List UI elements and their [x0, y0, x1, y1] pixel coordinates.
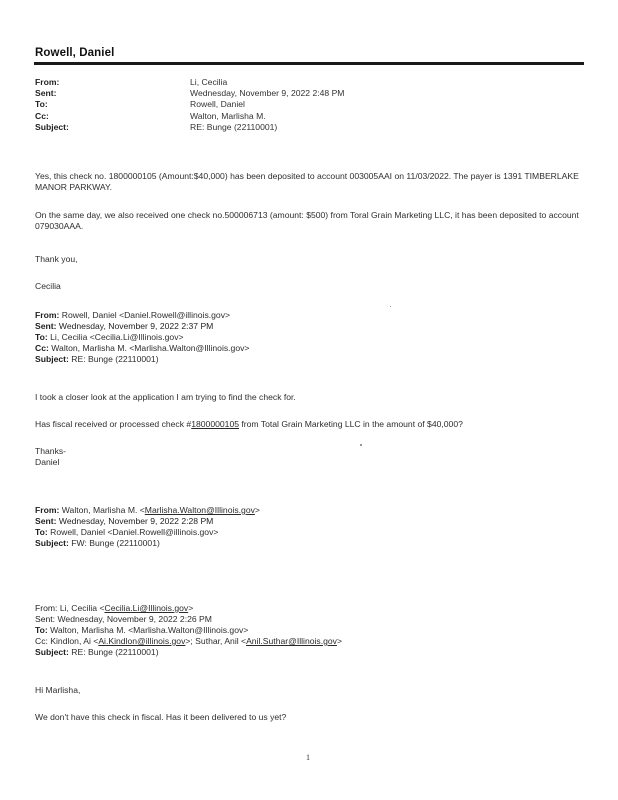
quoted-from: Rowell, Daniel <Daniel.Rowell@illinois.gov>	[61, 310, 231, 320]
from-value: Li, Cecilia	[190, 77, 228, 87]
quoted-body-paragraph	[35, 712, 580, 723]
message-closing	[35, 254, 580, 265]
quoted-signoff	[35, 446, 580, 468]
header-row-to	[35, 99, 575, 110]
sent-label: Sent:	[35, 88, 57, 99]
body-text: Cecilia	[35, 281, 61, 291]
quoted-cc: Walton, Marlisha M. <Marlisha.Walton@Illinois.gov>	[51, 343, 250, 353]
quoted-to: Rowell, Daniel <Daniel.Rowell@illinois.gov>	[50, 527, 219, 537]
quoted-header-3: From: Li, Cecilia <Cecilia.Li@Illinois.gov> Sent: Wednesday, November 9, 2022 2:26 PM To: Walton, Marlisha M. <Marlisha.Walton@Illinois.gov> Cc: Kindlon, Ai <Ai.Kindlon@illinois.gov>; Suthar, Anil <Anil.Suthar@Illinois.gov> Subject: RE: Bunge (22110001)	[35, 603, 342, 657]
quoted-subject: RE: Bunge (22110001)	[71, 354, 159, 364]
quoted-to: Walton, Marlisha M. <Marlisha.Walton@Illinois.gov>	[50, 625, 249, 635]
message-signature	[35, 281, 580, 292]
body-text: Thanks-	[35, 446, 67, 456]
email-link[interactable]: Anil.Suthar@Illinois.gov	[246, 636, 337, 646]
body-text: Daniel	[35, 457, 60, 467]
header-row-sent	[35, 88, 575, 99]
quoted-sent: Wednesday, November 9, 2022 2:37 PM	[58, 321, 214, 331]
sent-value: Wednesday, November 9, 2022 2:48 PM	[190, 88, 345, 99]
body-text: Hi Marlisha,	[35, 685, 81, 695]
body-text: Yes, this check no. 1800000105 (Amount:$40,000) has been deposited to account 003005AAI on 11/03/2022. The payer is 1391 TIMBERLAKE MANOR PARKWAY.	[35, 171, 579, 192]
email-link[interactable]: Marlisha.Walton@Illinois.gov	[144, 505, 255, 515]
scan-speck	[360, 444, 362, 446]
quoted-subject: FW: Bunge (22110001)	[71, 538, 160, 548]
header-row-from	[35, 77, 575, 88]
to-value: Rowell, Daniel	[190, 99, 245, 110]
email-link[interactable]: Cecilia.Li@Illinois.gov	[104, 603, 189, 613]
quoted-header-1: From: Rowell, Daniel <Daniel.Rowell@illinois.gov> Sent: Wednesday, November 9, 2022 2:37 PM To: Li, Cecilia <Cecilia.Li@Illinois.gov> Cc: Walton, Marlisha M. <Marlisha.Walton@Illinois.gov> Subject: RE: Bunge (22110001)	[35, 310, 250, 364]
quoted-sent: Wednesday, November 9, 2022 2:28 PM	[58, 516, 214, 526]
header-row-cc	[35, 111, 575, 122]
cc-label: Cc:	[35, 110, 49, 121]
quoted-body-paragraph: Has fiscal received or processed check #1800000105 from Total Grain Marketing LLC in the amount of $40,000?	[35, 419, 463, 429]
scan-speck	[390, 306, 391, 307]
body-text: I took a closer look at the application I am trying to find the check for.	[35, 392, 296, 402]
cc-value: Walton, Marlisha M.	[190, 110, 266, 121]
message-body-paragraph	[35, 210, 580, 232]
quoted-body-paragraph	[35, 392, 580, 403]
quoted-sent: Wednesday, November 9, 2022 2:26 PM	[57, 614, 212, 624]
page-number: 1	[306, 753, 310, 762]
email-header	[35, 77, 575, 133]
check-number-link[interactable]: 1800000105	[191, 419, 239, 429]
header-row-subject	[35, 122, 575, 133]
body-text: We don't have this check in fiscal. Has it been delivered to us yet?	[35, 712, 287, 722]
message-body-paragraph	[35, 171, 580, 193]
to-label: To:	[35, 99, 48, 110]
email-link[interactable]: Ai.Kindlon@illinois.gov	[98, 636, 186, 646]
body-text: Thank you,	[35, 254, 78, 264]
header-divider	[34, 62, 584, 65]
quoted-header-2: From: Walton, Marlisha M. <Marlisha.Walton@Illinois.gov> Sent: Wednesday, November 9, 2022 2:28 PM To: Rowell, Daniel <Daniel.Rowell@illinois.gov> Subject: FW: Bunge (22110001)	[35, 505, 260, 548]
mailbox-owner-name: Rowell, Daniel	[35, 47, 115, 59]
quoted-to: Li, Cecilia <Cecilia.Li@Illinois.gov>	[50, 332, 184, 342]
body-text: On the same day, we also received one check no.500006713 (amount: $500) from Toral Grain Marketing LLC, it has been deposited to account 079030AAA.	[35, 210, 579, 231]
subject-value: RE: Bunge (22110001)	[190, 121, 278, 132]
quoted-subject: RE: Bunge (22110001)	[71, 647, 159, 657]
from-label: From:	[35, 77, 60, 87]
subject-label: Subject:	[35, 121, 69, 132]
quoted-greeting	[35, 685, 580, 696]
